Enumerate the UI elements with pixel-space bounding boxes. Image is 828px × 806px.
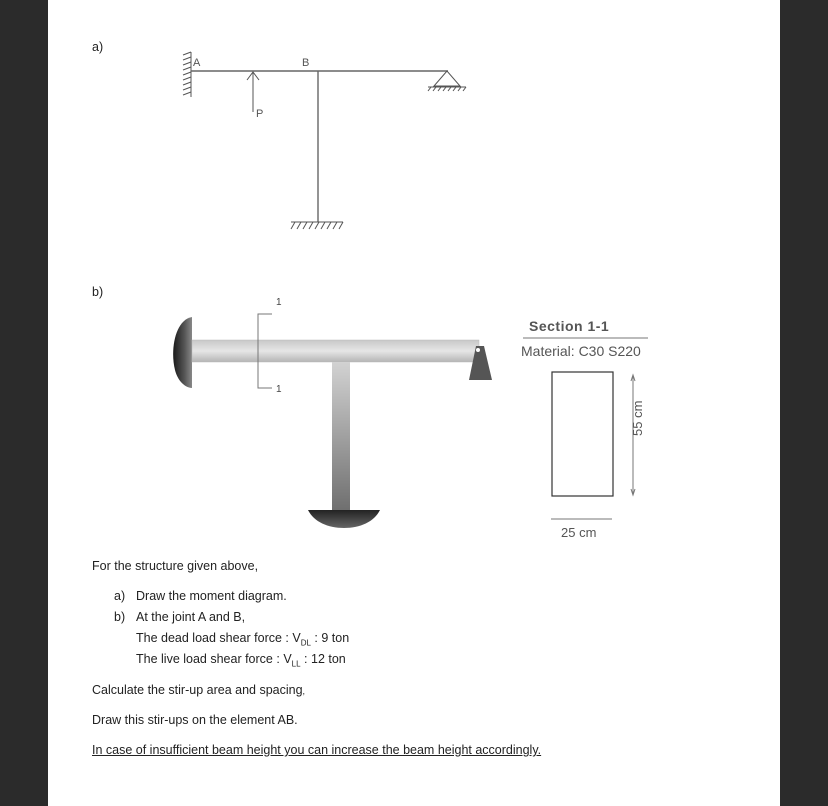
cut-mark-top: 1 xyxy=(276,297,282,308)
calc-punct: , xyxy=(302,686,306,696)
node-a-label: A xyxy=(193,57,201,69)
dead-load-label: The dead load shear force : xyxy=(136,631,289,645)
note-text: In case of insufficient beam height you can increase the beam height accordingly. xyxy=(92,743,542,757)
intro-text: For the structure given above, xyxy=(92,559,259,573)
dead-load-symbol: V xyxy=(292,631,301,645)
item-a-marker: a) xyxy=(114,589,126,603)
cut-mark-bottom: 1 xyxy=(276,384,282,395)
dead-load-line xyxy=(136,631,349,648)
item-b-text: At the joint A and B, xyxy=(136,610,246,624)
live-load-sub: LL xyxy=(291,659,301,669)
item-b-marker: b) xyxy=(114,610,126,624)
live-load-value: : 12 ton xyxy=(304,652,346,666)
live-load-label: The live load shear force : xyxy=(136,652,280,666)
section-material: Material: C30 S220 xyxy=(521,343,641,359)
dead-load-sub: DL xyxy=(300,638,311,648)
load-p-label: P xyxy=(256,108,264,120)
live-load-symbol: V xyxy=(283,652,292,666)
section-height-label: 55 cm xyxy=(630,400,645,436)
part-b-label: b) xyxy=(92,285,104,299)
calc-instruction: Calculate the stir-up area and spacing xyxy=(92,683,303,697)
draw-text: Draw this stir-ups on the element AB. xyxy=(92,713,298,727)
dead-load-value: : 9 ton xyxy=(314,631,350,645)
item-a-text: Draw the moment diagram. xyxy=(136,589,287,603)
node-b-label: B xyxy=(302,57,310,69)
section-width-label: 25 cm xyxy=(561,525,597,540)
calc-text xyxy=(92,683,305,697)
live-load-line xyxy=(136,652,346,669)
section-title: Section 1-1 xyxy=(529,318,610,334)
part-a-label: a) xyxy=(92,40,104,54)
